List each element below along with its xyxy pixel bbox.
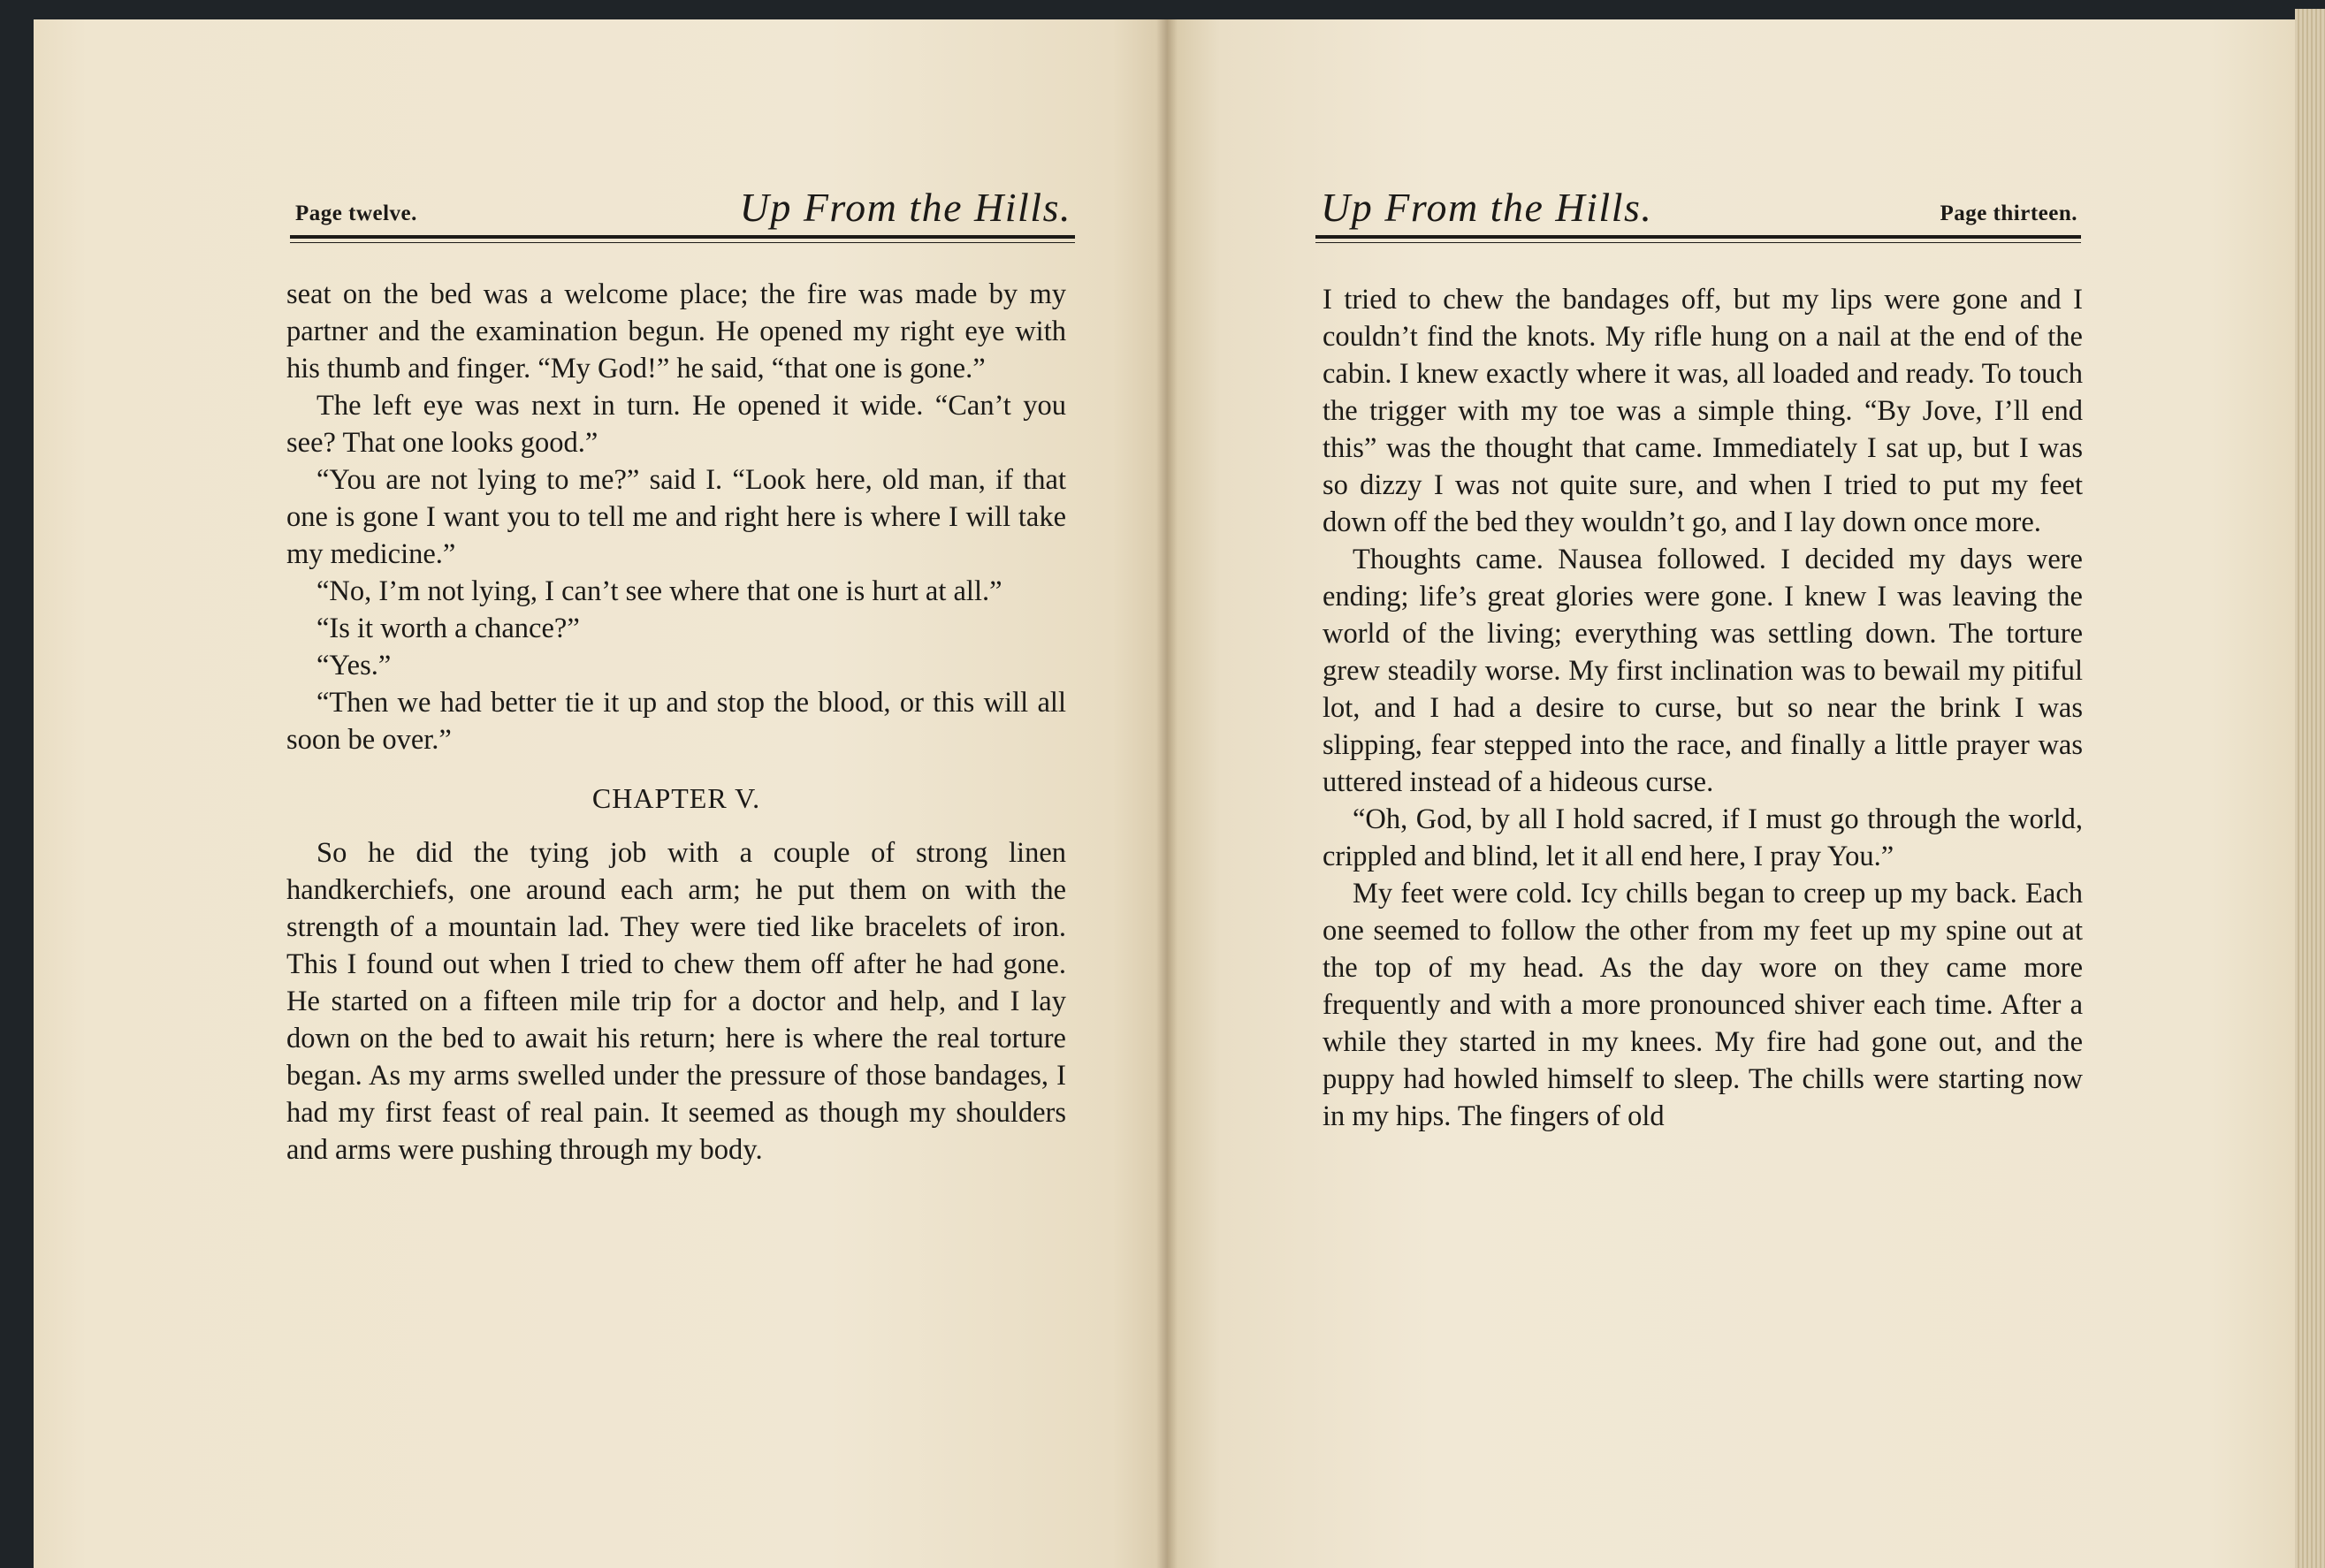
- paragraph: seat on the bed was a welcome place; the fire was made by my partner and the examination begun. He opened my right eye with his thumb and finger. “My God!” he said, “that one is gone.”: [286, 278, 1066, 384]
- paragraph: I tried to chew the bandages off, but my lips were gone and I couldn’t find the knots. My rifle hung on a nail at the end of the cabin. I knew exactly where it was, all loaded and ready. To touch the trigger with my toe was a simple thing. “By Jove, I’ll end this” was the thought that came. Immediately I sat up, but I was so dizzy I was not quite sure, and when I tried to put my feet down off the bed they wouldn’t go, and I lay down once more.: [1323, 284, 2083, 538]
- left-running-head: [290, 179, 1075, 249]
- left-header-rule-thin: [290, 242, 1075, 243]
- left-page: [34, 19, 1167, 1568]
- paragraph: “No, I’m not lying, I can’t see where that one is hurt at all.”: [316, 575, 1002, 607]
- paragraph: Thoughts came. Nausea followed. I decided my days were ending; life’s great glories were gone. I knew I was leaving the world of the living; everything was settling down. The torture grew steadily worse. My first inclination was to bewail my pitiful lot, and I had a desire to curse, but so near the brink I was slipping, fear stepped into the race, and finally a little prayer was uttered instead of a hideous curse.: [1323, 544, 2083, 798]
- right-header-rule: [1315, 235, 2081, 239]
- page-edges: [2295, 9, 2325, 1568]
- right-body-text: [1323, 281, 2083, 1135]
- paragraph: “Is it worth a chance?”: [316, 613, 580, 644]
- paragraph: “Oh, God, by all I hold sacred, if I must go through the world, crippled and blind, let it all end here, I pray You.”: [1323, 803, 2083, 872]
- paragraph: “Then we had better tie it up and stop the blood, or this will all soon be over.”: [286, 687, 1066, 756]
- left-body-text: [286, 276, 1066, 1168]
- paragraph: So he did the tying job with a couple of strong linen handkerchiefs, one around each arm; he put them on with the strength of a mountain lad. They were tied like bracelets of iron. This I found out when I tried to chew them off after he had gone. He started on a fifteen mile trip for a doctor and help, and I lay down on the bed to await his return; here is where the real torture began. As my arms swelled under the pressure of those bandages, I had my first feast of real pain. It seemed as though my shoulders and arms were pushing through my body.: [286, 837, 1066, 1166]
- right-book-title: Up From the Hills.: [1321, 185, 1653, 230]
- paragraph: My feet were cold. Icy chills began to creep up my back. Each one seemed to follow the other from my feet up my spine out at the top of my head. As the day wore on they came more frequently and with a more pronounced shiver each time. After a while they started in my knees. My fire had gone out, and the puppy had howled himself to sleep. The chills were starting now in my hips. The fingers of old: [1323, 878, 2083, 1132]
- left-header-rule: [290, 235, 1075, 239]
- right-running-head: [1315, 179, 2081, 249]
- paragraph: The left eye was next in turn. He opened it wide. “Can’t you see? That one looks good.”: [286, 390, 1066, 459]
- right-page: [1167, 19, 2297, 1568]
- right-page-number: Page thirteen.: [1940, 202, 2077, 225]
- left-page-number: Page twelve.: [295, 202, 417, 225]
- right-header-rule-thin: [1315, 242, 2081, 243]
- paragraph: “Yes.”: [316, 650, 392, 681]
- chapter-heading: CHAPTER V.: [591, 782, 761, 814]
- book-gutter: [1156, 19, 1178, 1568]
- paragraph: “You are not lying to me?” said I. “Look here, old man, if that one is gone I want you to tell me and right here is where I will take my medicine.”: [286, 464, 1066, 570]
- left-book-title: Up From the Hills.: [739, 185, 1071, 230]
